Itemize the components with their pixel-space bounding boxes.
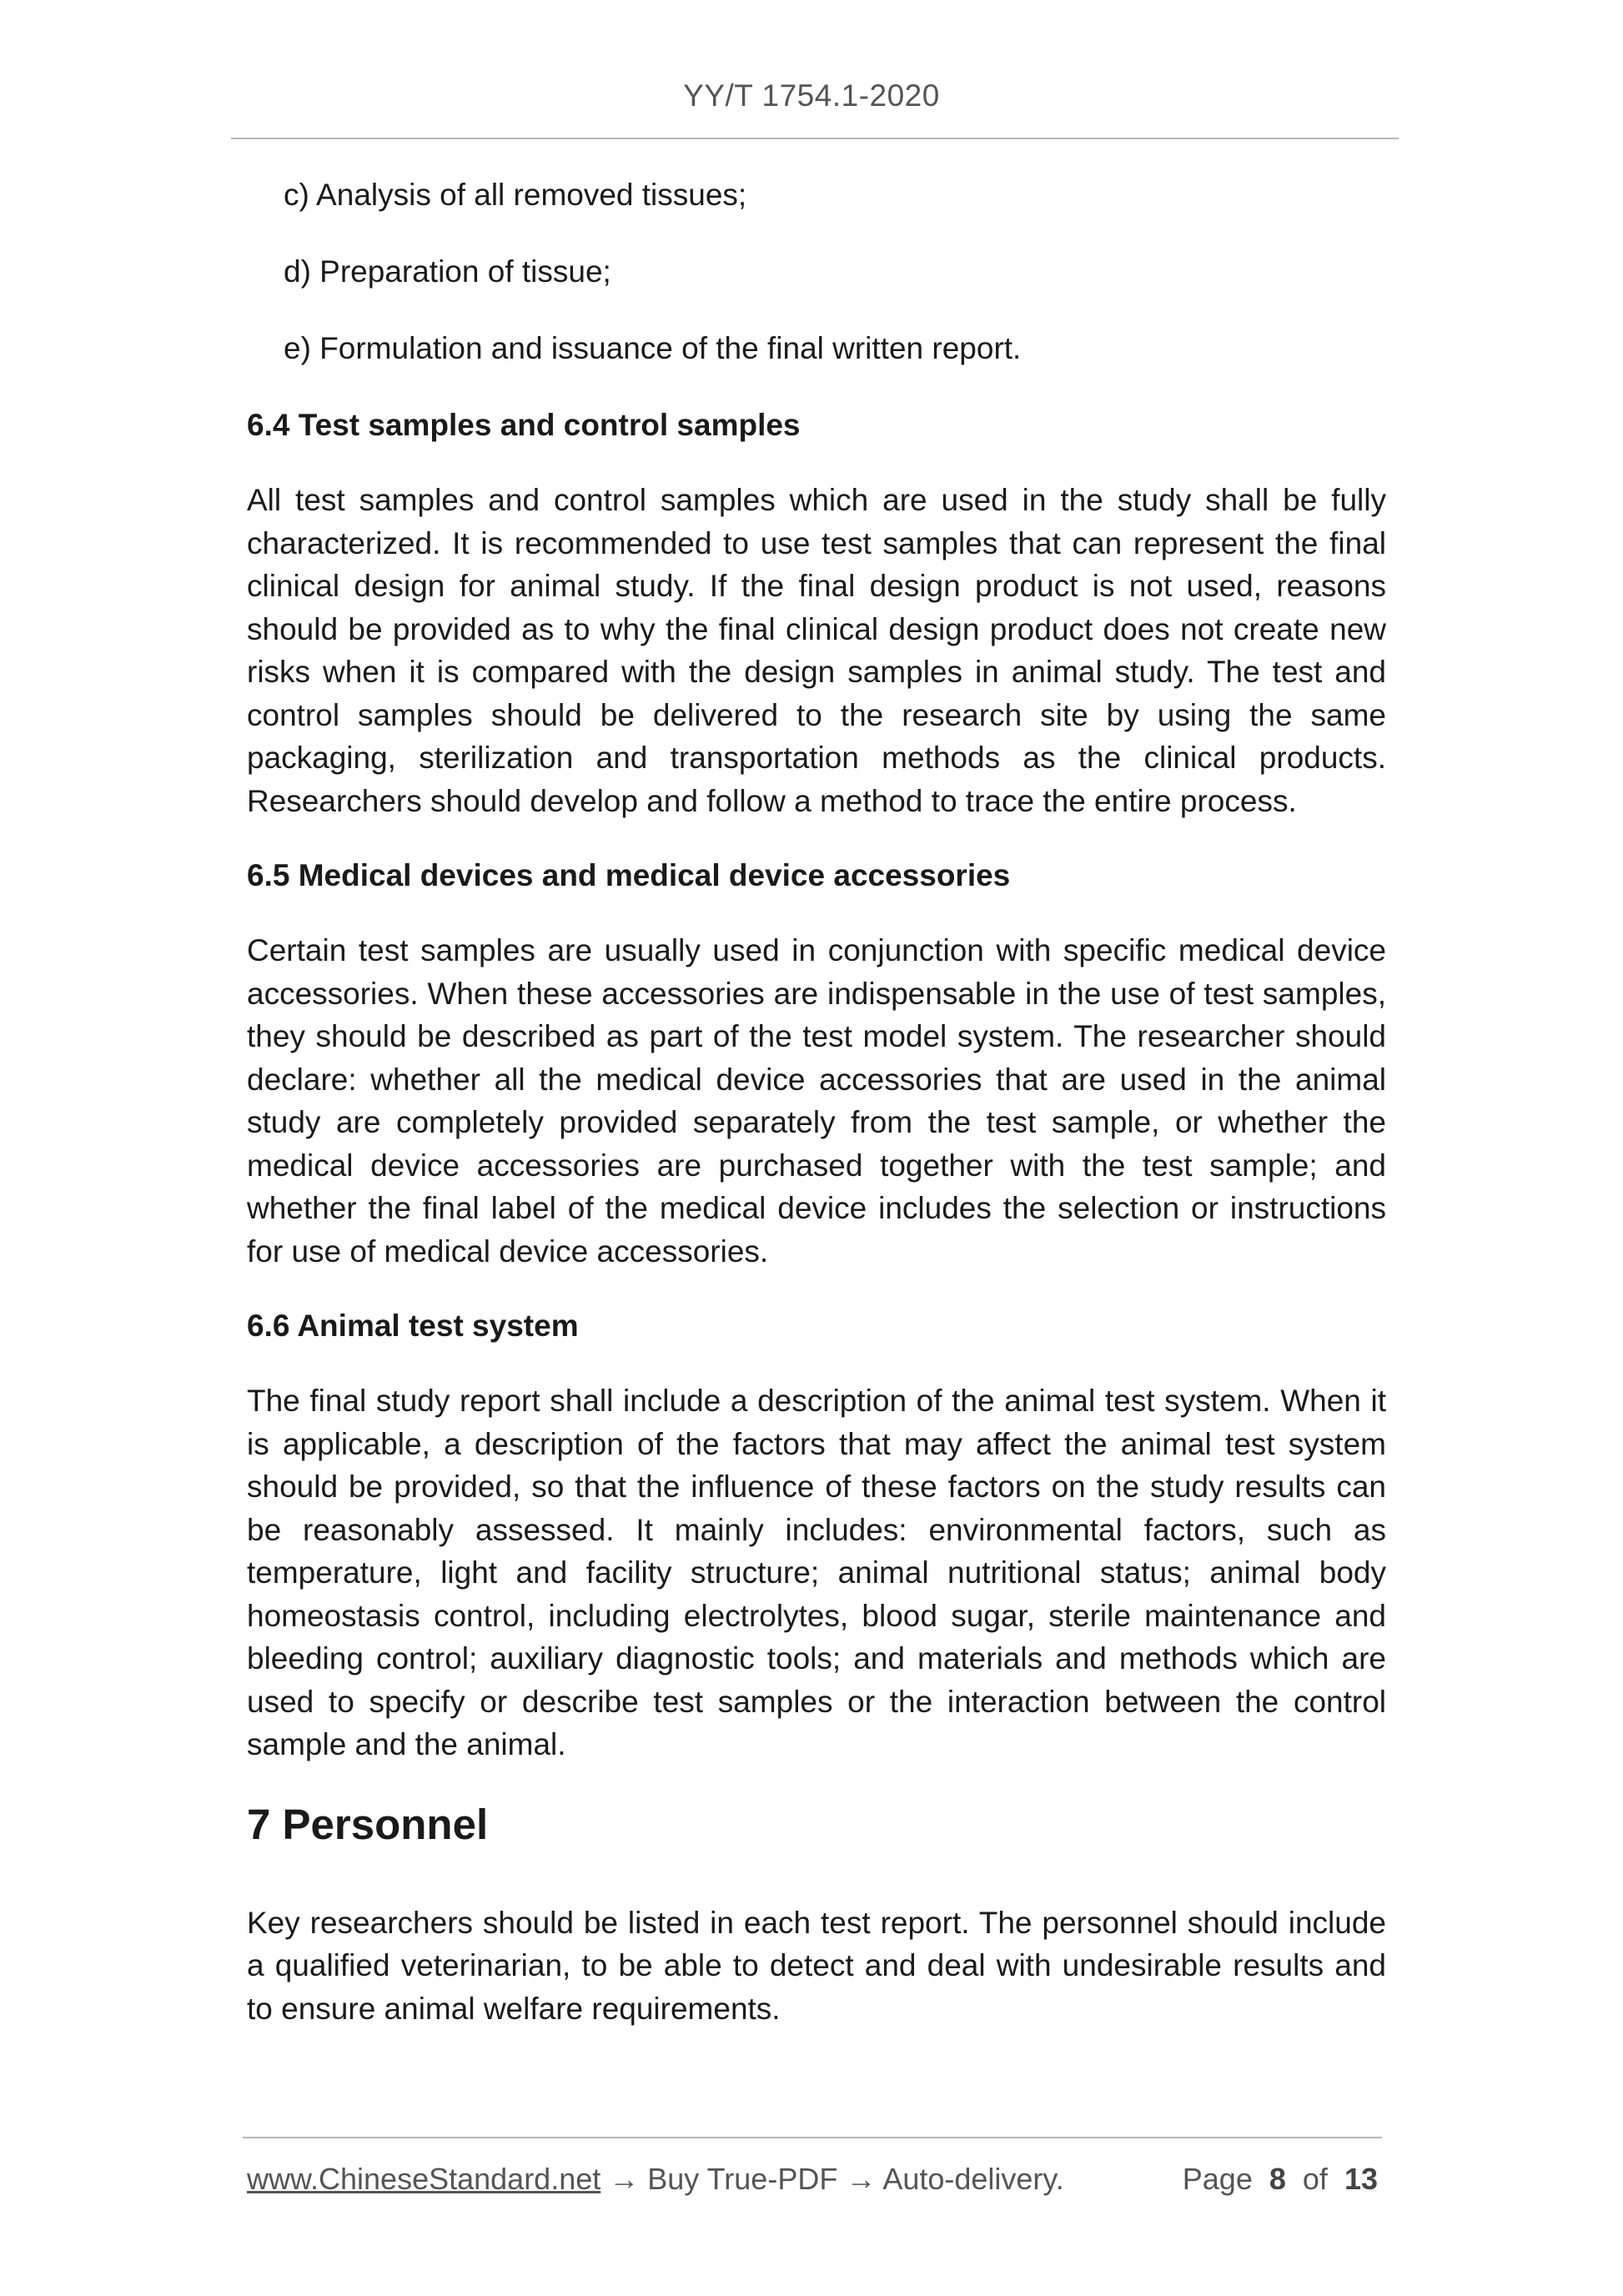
chapter-body-7: Key researchers should be listed in each test report. The personnel should include a qualified veterinarian, to be able to detect and deal with undesirable results and to ensure animal welfare requirements.: [247, 1905, 1386, 2026]
section-heading-6-5: 6.5 Medical devices and medical device accessories: [247, 858, 1011, 892]
section-body-6-5: Certain test samples are usually used in conjunction with specific medical device accessories. When these accessories are indispensable in the use of test samples, they should be described as part of the test model system. The researcher should declare: whether all the medical device accessories that are used in the animal study are completely provided separately from the test sample, or whether the medical device accessories are purchased together with the test sample; and whether the final label of the medical device includes the selection or instructions for use of medical device accessories.: [247, 933, 1386, 1269]
list-item-d: d) Preparation of tissue;: [284, 254, 611, 289]
section-body-6-4: All test samples and control samples which are used in the study shall be fully characterized. It is recommended to use test samples that can represent the final clinical design for animal study. If the final design product is not used, reasons should be provided as to why the final clinical design product does not create new risks when it is compared with the design samples in animal study. The test and control samples should be delivered to the research site by using the same packaging, sterilization and transportation methods as the clinical products. Researchers should develop and follow a method to trace the entire process.: [247, 483, 1386, 818]
section-heading-6-4: 6.4 Test samples and control samples: [247, 408, 801, 442]
footer-tagline: → Buy True-PDF → Auto-delivery.: [600, 2162, 1064, 2196]
section-heading-6-6: 6.6 Animal test system: [247, 1309, 579, 1343]
page-total: 13: [1344, 2162, 1378, 2196]
footer-promo: [247, 2160, 1064, 2198]
page-label: Page: [1182, 2162, 1253, 2196]
document-id-header: YY/T 1754.1-2020: [683, 78, 940, 113]
page-of-label: of: [1302, 2162, 1328, 2196]
list-item-e: e) Formulation and issuance of the final written report.: [284, 331, 1022, 365]
list-item-c: c) Analysis of all removed tissues;: [284, 178, 747, 212]
header-divider: [231, 138, 1399, 139]
chapter-heading-7: 7 Personnel: [247, 1800, 489, 1848]
footer-divider: [243, 2137, 1382, 2138]
site-link[interactable]: www.ChineseStandard.net: [247, 2162, 601, 2196]
page-current: 8: [1269, 2162, 1286, 2196]
page-number: [1183, 2160, 1378, 2198]
page-content: [247, 173, 1386, 2062]
section-body-6-6: The final study report shall include a description of the animal test system. When it is applicable, a description of the factors that may affect the animal test system should be provided, so that the influence of these factors on the study results can be reasonably assessed. It mainly includes: environmental factors, such as temperature, light and facility structure; animal nutritional status; animal body homeostasis control, including electrolytes, blood sugar, sterile maintenance and bleeding control; auxiliary diagnostic tools; and materials and methods which are used to specify or describe test samples or the interaction between the control sample and the animal.: [247, 1384, 1386, 1761]
